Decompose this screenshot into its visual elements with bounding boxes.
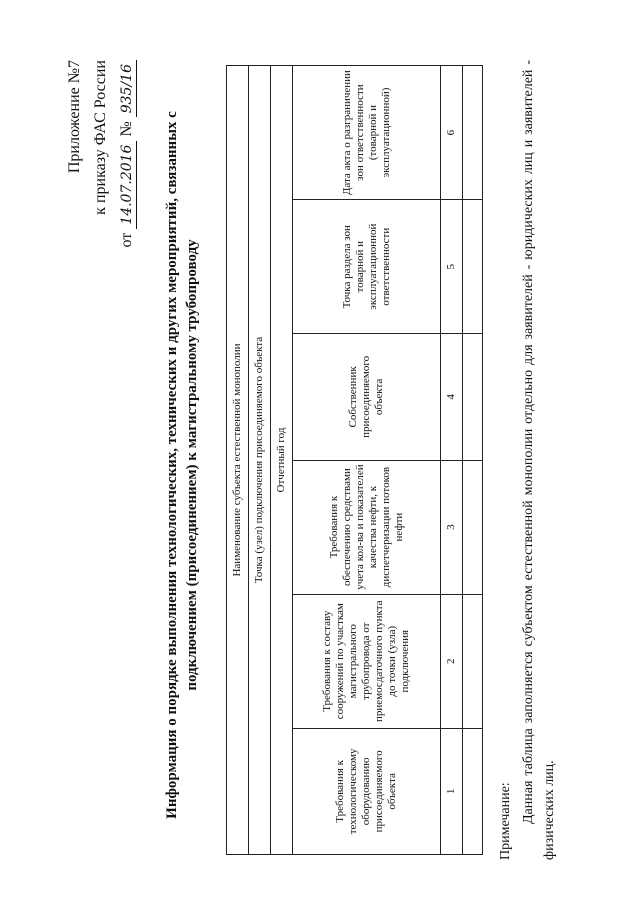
column-number-cell: 5 [441, 200, 463, 334]
appendix-block [62, 60, 140, 247]
column-number-cell: 2 [441, 594, 463, 728]
appendix-line-1: Приложение №7 [66, 60, 83, 174]
appendix-date-line [114, 60, 140, 247]
handwritten-number: 935/16 [118, 60, 137, 117]
header-cell: Требования к обеспечению средствами учета кол-ва и показателей качества нефти, к диспетчеризации потоков нефти [293, 460, 441, 594]
column-number-cell: 4 [441, 334, 463, 460]
empty-data-cell [463, 594, 483, 728]
header-cell: Требования к технологическому оборудованию присоединяемого объекта [293, 728, 441, 854]
empty-data-cell [463, 728, 483, 854]
header-cell: Требования к составу сооружений по участкам магистрального трубопровода от приемосдаточного пункта до точки (узла) подключения [293, 594, 441, 728]
header-cell: Собственник присоединяемого объекта [293, 334, 441, 460]
empty-data-cell [463, 460, 483, 594]
column-number-cell: 6 [441, 66, 463, 200]
note-text: Данная таблица заполняется субъектом естественной монополии отдельно для заявителей - юридических лиц и заявителей - физических лиц. [521, 60, 557, 860]
info-table-wrapper [226, 65, 482, 855]
info-table [226, 65, 483, 855]
document-title: Информация о порядке выполнения технологических, технических и других мероприятий, связанных с подключением (присоединением) к магистральному трубопроводу [164, 111, 200, 819]
empty-data-cell [463, 200, 483, 334]
company-name-row: Наименование субъекта естественной монополии [227, 66, 249, 855]
header-cell: Точка раздела зон товарной и эксплуатационной ответственности [293, 200, 441, 334]
handwritten-date: 14.07.2016 [118, 141, 137, 229]
note-heading: Примечание: [498, 782, 513, 860]
header-cell: Дата акта о разграничении зон ответственности (товарной и эксплуатационной) [293, 66, 441, 200]
number-prefix: № [118, 121, 135, 137]
empty-data-cell [463, 66, 483, 200]
date-prefix: от [118, 232, 135, 248]
connection-point-row: Точка (узел) подключения присоединяемого объекта [249, 66, 271, 855]
column-number-cell: 3 [441, 460, 463, 594]
reporting-year-row: Отчетный год [271, 66, 293, 855]
column-number-cell: 1 [441, 728, 463, 854]
empty-data-cell [463, 334, 483, 460]
appendix-line-2: к приказу ФАС России [92, 60, 109, 215]
